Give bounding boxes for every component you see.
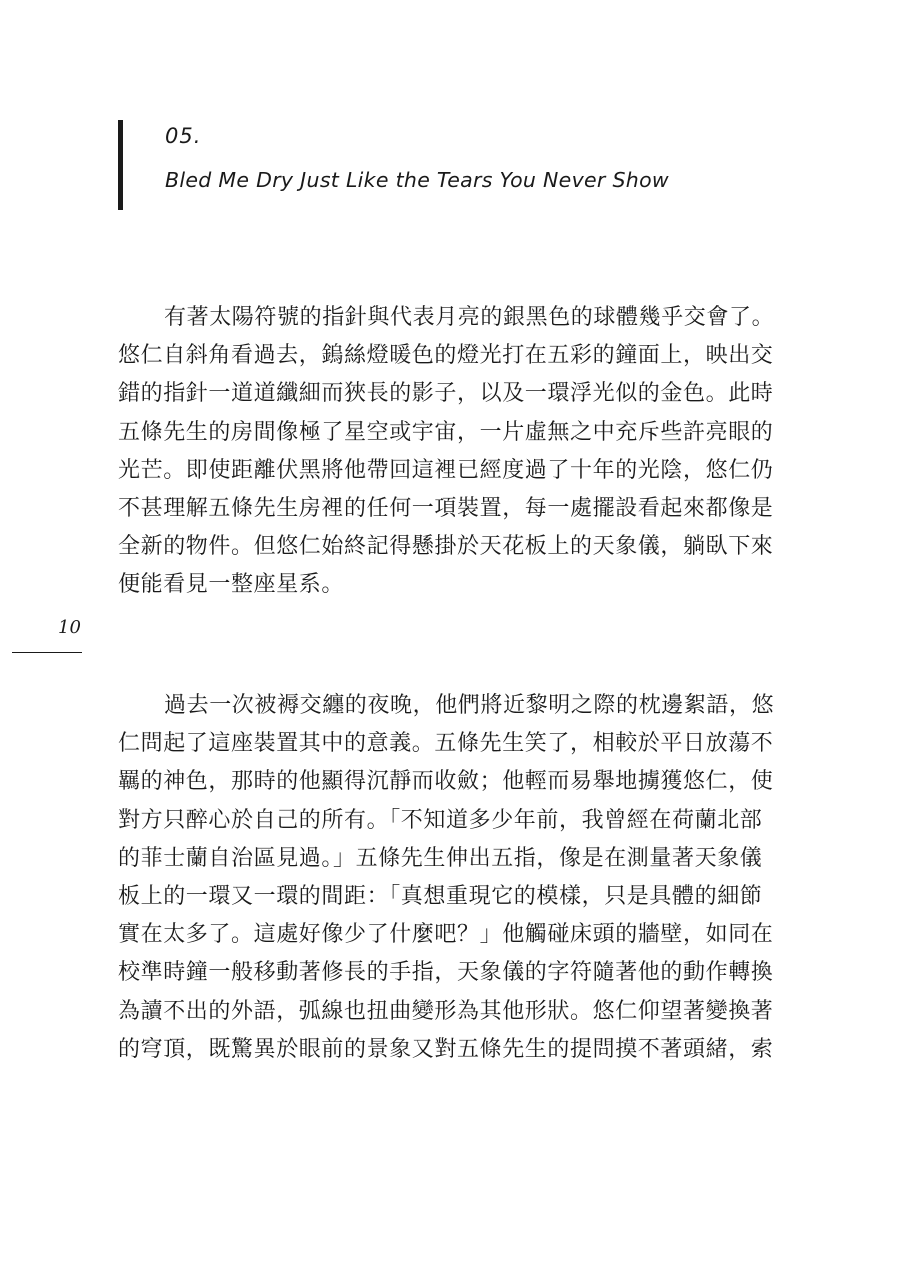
chapter-number: 05. — [165, 124, 202, 148]
text-line: 便能看見一整座星系。 — [118, 572, 345, 598]
text-line: 的菲士蘭自治區見過。」五條先生伸出五指，像是在測量著天象儀 — [118, 845, 763, 871]
text-line: 悠仁自斜角看過去，鎢絲燈暖色的燈光打在五彩的鐘面上，映出交 — [118, 343, 774, 369]
text-line: 校準時鐘一般移動著修長的手指，天象儀的字符隨著他的動作轉換 — [118, 960, 774, 986]
text-line: 對方只醉心於自己的所有。「不知道多少年前，我曾經在荷蘭北部 — [118, 807, 763, 833]
paragraph-1 — [118, 299, 798, 605]
page-number-rule — [12, 652, 82, 653]
text-line: 全新的物件。但悠仁始終記得懸掛於天花板上的天象儀，躺臥下來 — [118, 534, 774, 560]
text-line: 為讀不出的外語，弧線也扭曲變形為其他形狀。悠仁仰望著變換著 — [118, 998, 774, 1024]
text-line: 的穹頂，既驚異於眼前的景象又對五條先生的提問摸不著頭緒，索 — [118, 1036, 774, 1062]
text-line: 有著太陽符號的指針與代表月亮的銀黑色的球體幾乎交會了。 — [164, 305, 775, 330]
text-line: 羈的神色，那時的他顯得沉靜而收斂；他輕而易舉地擄獲悠仁，使 — [118, 769, 774, 795]
text-line: 仁問起了這座裝置其中的意義。五條先生笑了，相較於平日放蕩不 — [118, 731, 774, 757]
page-number: 10 — [58, 617, 81, 638]
chapter-title: Bled Me Dry Just Like the Tears You Never Show — [165, 168, 669, 192]
text-line: 錯的指針一道道纖細而狹長的影子，以及一環浮光似的金色。此時 — [118, 381, 774, 407]
text-line: 五條先生的房間像極了星空或宇宙，一片虛無之中充斥些許亮眼的 — [118, 419, 774, 445]
chapter-title-bar — [118, 120, 123, 210]
text-line: 板上的一環又一環的間距：「真想重現它的模樣，只是具體的細節 — [118, 883, 763, 909]
paragraph-2 — [118, 687, 798, 1069]
text-line: 不甚理解五條先生房裡的任何一項裝置，每一處擺設看起來都像是 — [118, 495, 774, 521]
text-line: 光芒。即使距離伏黑將他帶回這裡已經度過了十年的光陰，悠仁仍 — [118, 457, 774, 483]
text-line: 過去一次被褥交纏的夜晚，他們將近黎明之際的枕邊絮語，悠 — [164, 693, 775, 718]
text-line: 實在太多了。這處好像少了什麼吧？」他觸碰床頭的牆壁，如同在 — [118, 922, 774, 948]
